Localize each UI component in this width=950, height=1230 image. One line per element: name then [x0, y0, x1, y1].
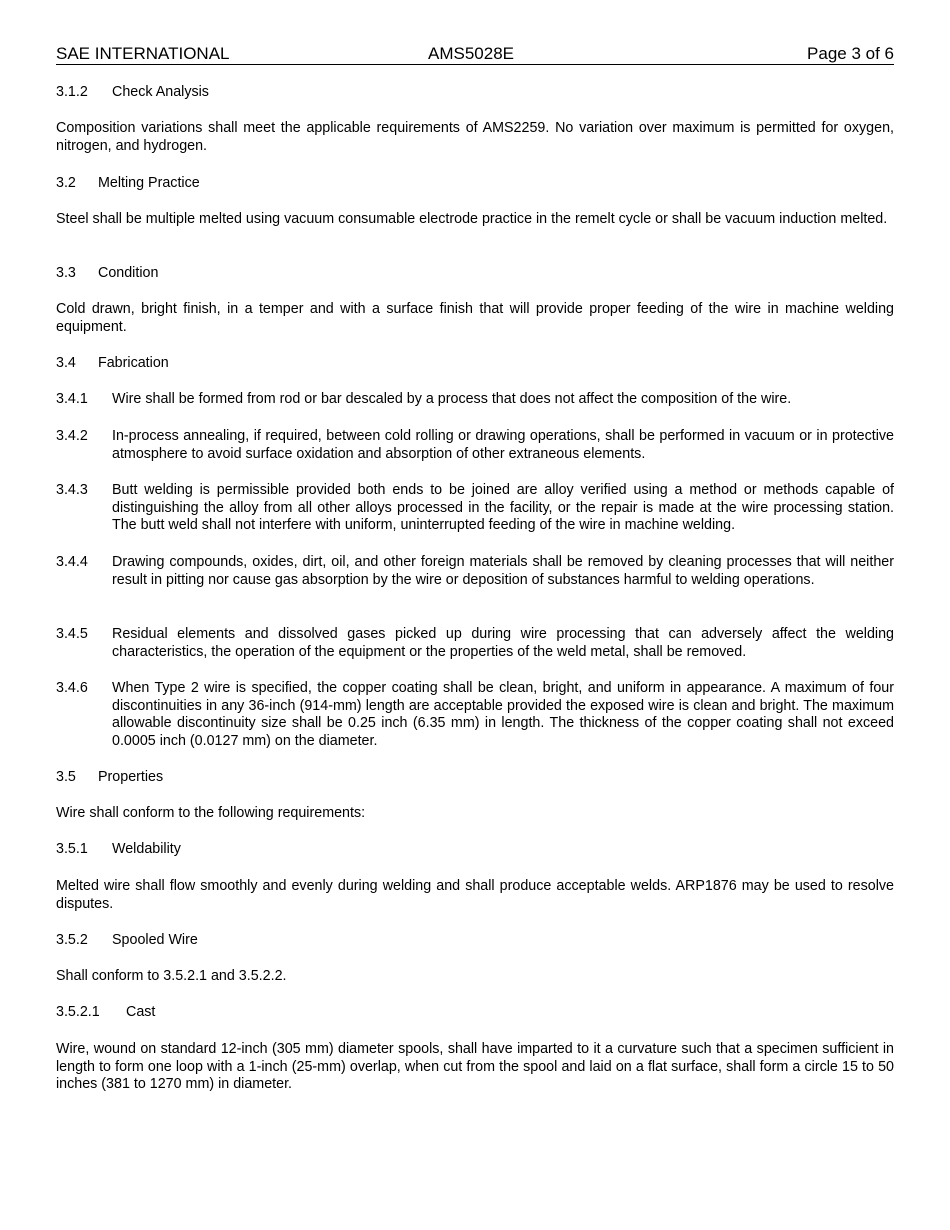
section-number: 3.5.1: [56, 841, 88, 857]
list-item-3-4-3: [56, 482, 894, 535]
section-number: 3.2: [56, 175, 76, 191]
section-title: Check Analysis: [112, 84, 209, 100]
header-page-number: Page 3 of 6: [807, 44, 894, 63]
section-title: Weldability: [112, 841, 181, 857]
section-number: 3.5.2.1: [56, 1004, 100, 1020]
paragraph-3-5-2-1: Wire, wound on standard 12-inch (305 mm) diameter spools, shall have imparted to it a curvature such that a specimen sufficient in length to form one loop with a 1-inch (25-mm) overlap, when cut from the spool and laid on a flat surface, shall form a circle 15 to 50 inches (381 to 1270 mm) in diameter.: [56, 1041, 894, 1093]
item-number: 3.4.4: [56, 554, 88, 570]
section-number: 3.4: [56, 355, 76, 371]
list-item-3-4-1: [56, 391, 894, 409]
header-org: SAE INTERNATIONAL: [56, 44, 230, 63]
item-text: In-process annealing, if required, between cold rolling or drawing operations, shall be performed in vacuum or in protective atmosphere to avoid surface oxidation and absorption of other extraneous elements.: [112, 428, 894, 462]
paragraph-3-3: Cold drawn, bright finish, in a temper and with a surface finish that will provide proper feeding of the wire in machine welding equipment.: [56, 301, 894, 335]
section-number: 3.5.2: [56, 932, 88, 948]
list-item-3-4-2: [56, 428, 894, 463]
section-heading-3-4: [56, 355, 169, 373]
section-title: Cast: [126, 1004, 156, 1020]
section-heading-3-3: [56, 265, 158, 283]
page-header: [56, 43, 894, 65]
list-item-3-4-4: [56, 554, 894, 589]
item-text: When Type 2 wire is specified, the copper coating shall be clean, bright, and uniform in appearance. A maximum of four discontinuities in any 36-inch (914-mm) length are acceptable provided the exposed wire is clean and bright. The maximum allowable discontinuity size shall be 0.25 inch (6.35 mm) in length. The thickness of the copper coating shall not exceed 0.0005 inch (0.0127 mm) on the diameter.: [112, 680, 894, 749]
list-item-3-4-5: [56, 626, 894, 661]
section-heading-3-5-1: [56, 841, 181, 859]
item-number: 3.4.2: [56, 428, 88, 444]
section-number: 3.5: [56, 769, 76, 785]
section-title: Condition: [98, 265, 159, 281]
section-heading-3-2: [56, 175, 200, 193]
section-heading-3-5: [56, 769, 163, 787]
header-doc-number: AMS5028E: [428, 44, 514, 63]
item-number: 3.4.5: [56, 626, 88, 642]
section-title: Properties: [98, 769, 164, 785]
section-number: 3.1.2: [56, 84, 88, 100]
paragraph-3-5: Wire shall conform to the following requirements:: [56, 805, 366, 821]
paragraph-3-1-2: Composition variations shall meet the applicable requirements of AMS2259. No variation over maximum is permitted for oxygen, nitrogen, and hydrogen.: [56, 120, 894, 154]
paragraph-3-5-1: Melted wire shall flow smoothly and evenly during welding and shall produce acceptable welds. ARP1876 may be used to resolve disputes.: [56, 878, 894, 912]
section-heading-3-1-2: [56, 84, 209, 102]
item-number: 3.4.1: [56, 391, 88, 407]
paragraph-3-5-2: Shall conform to 3.5.2.1 and 3.5.2.2.: [56, 968, 287, 984]
section-title: Melting Practice: [98, 175, 200, 191]
item-number: 3.4.3: [56, 482, 88, 498]
item-text: Wire shall be formed from rod or bar descaled by a process that does not affect the composition of the wire.: [112, 391, 792, 407]
section-heading-3-5-2-1: [56, 1004, 155, 1022]
list-item-3-4-6: [56, 680, 894, 750]
paragraph-3-2: Steel shall be multiple melted using vacuum consumable electrode practice in the remelt cycle or shall be vacuum induction melted.: [56, 211, 888, 227]
document-page: [56, 43, 894, 1093]
item-text: Butt welding is permissible provided both ends to be joined are alloy verified using a method or methods capable of distinguishing the alloy from all other alloys processed in the facility, or the repair is made at the wire processing station. The butt weld shall not interfere with uniform, uninterrupted feeding of the wire in machine welding.: [112, 482, 894, 534]
section-title: Spooled Wire: [112, 932, 198, 948]
item-text: Drawing compounds, oxides, dirt, oil, and other foreign materials shall be removed by cleaning processes that will neither result in pitting nor cause gas absorption by the wire or deposition of substances harmful to welding operations.: [112, 554, 894, 588]
item-number: 3.4.6: [56, 680, 88, 696]
section-number: 3.3: [56, 265, 76, 281]
item-text: Residual elements and dissolved gases picked up during wire processing that can adversely affect the welding characteristics, the operation of the equipment or the properties of the weld metal, shall be removed.: [112, 626, 894, 660]
section-heading-3-5-2: [56, 932, 198, 950]
section-title: Fabrication: [98, 355, 169, 371]
